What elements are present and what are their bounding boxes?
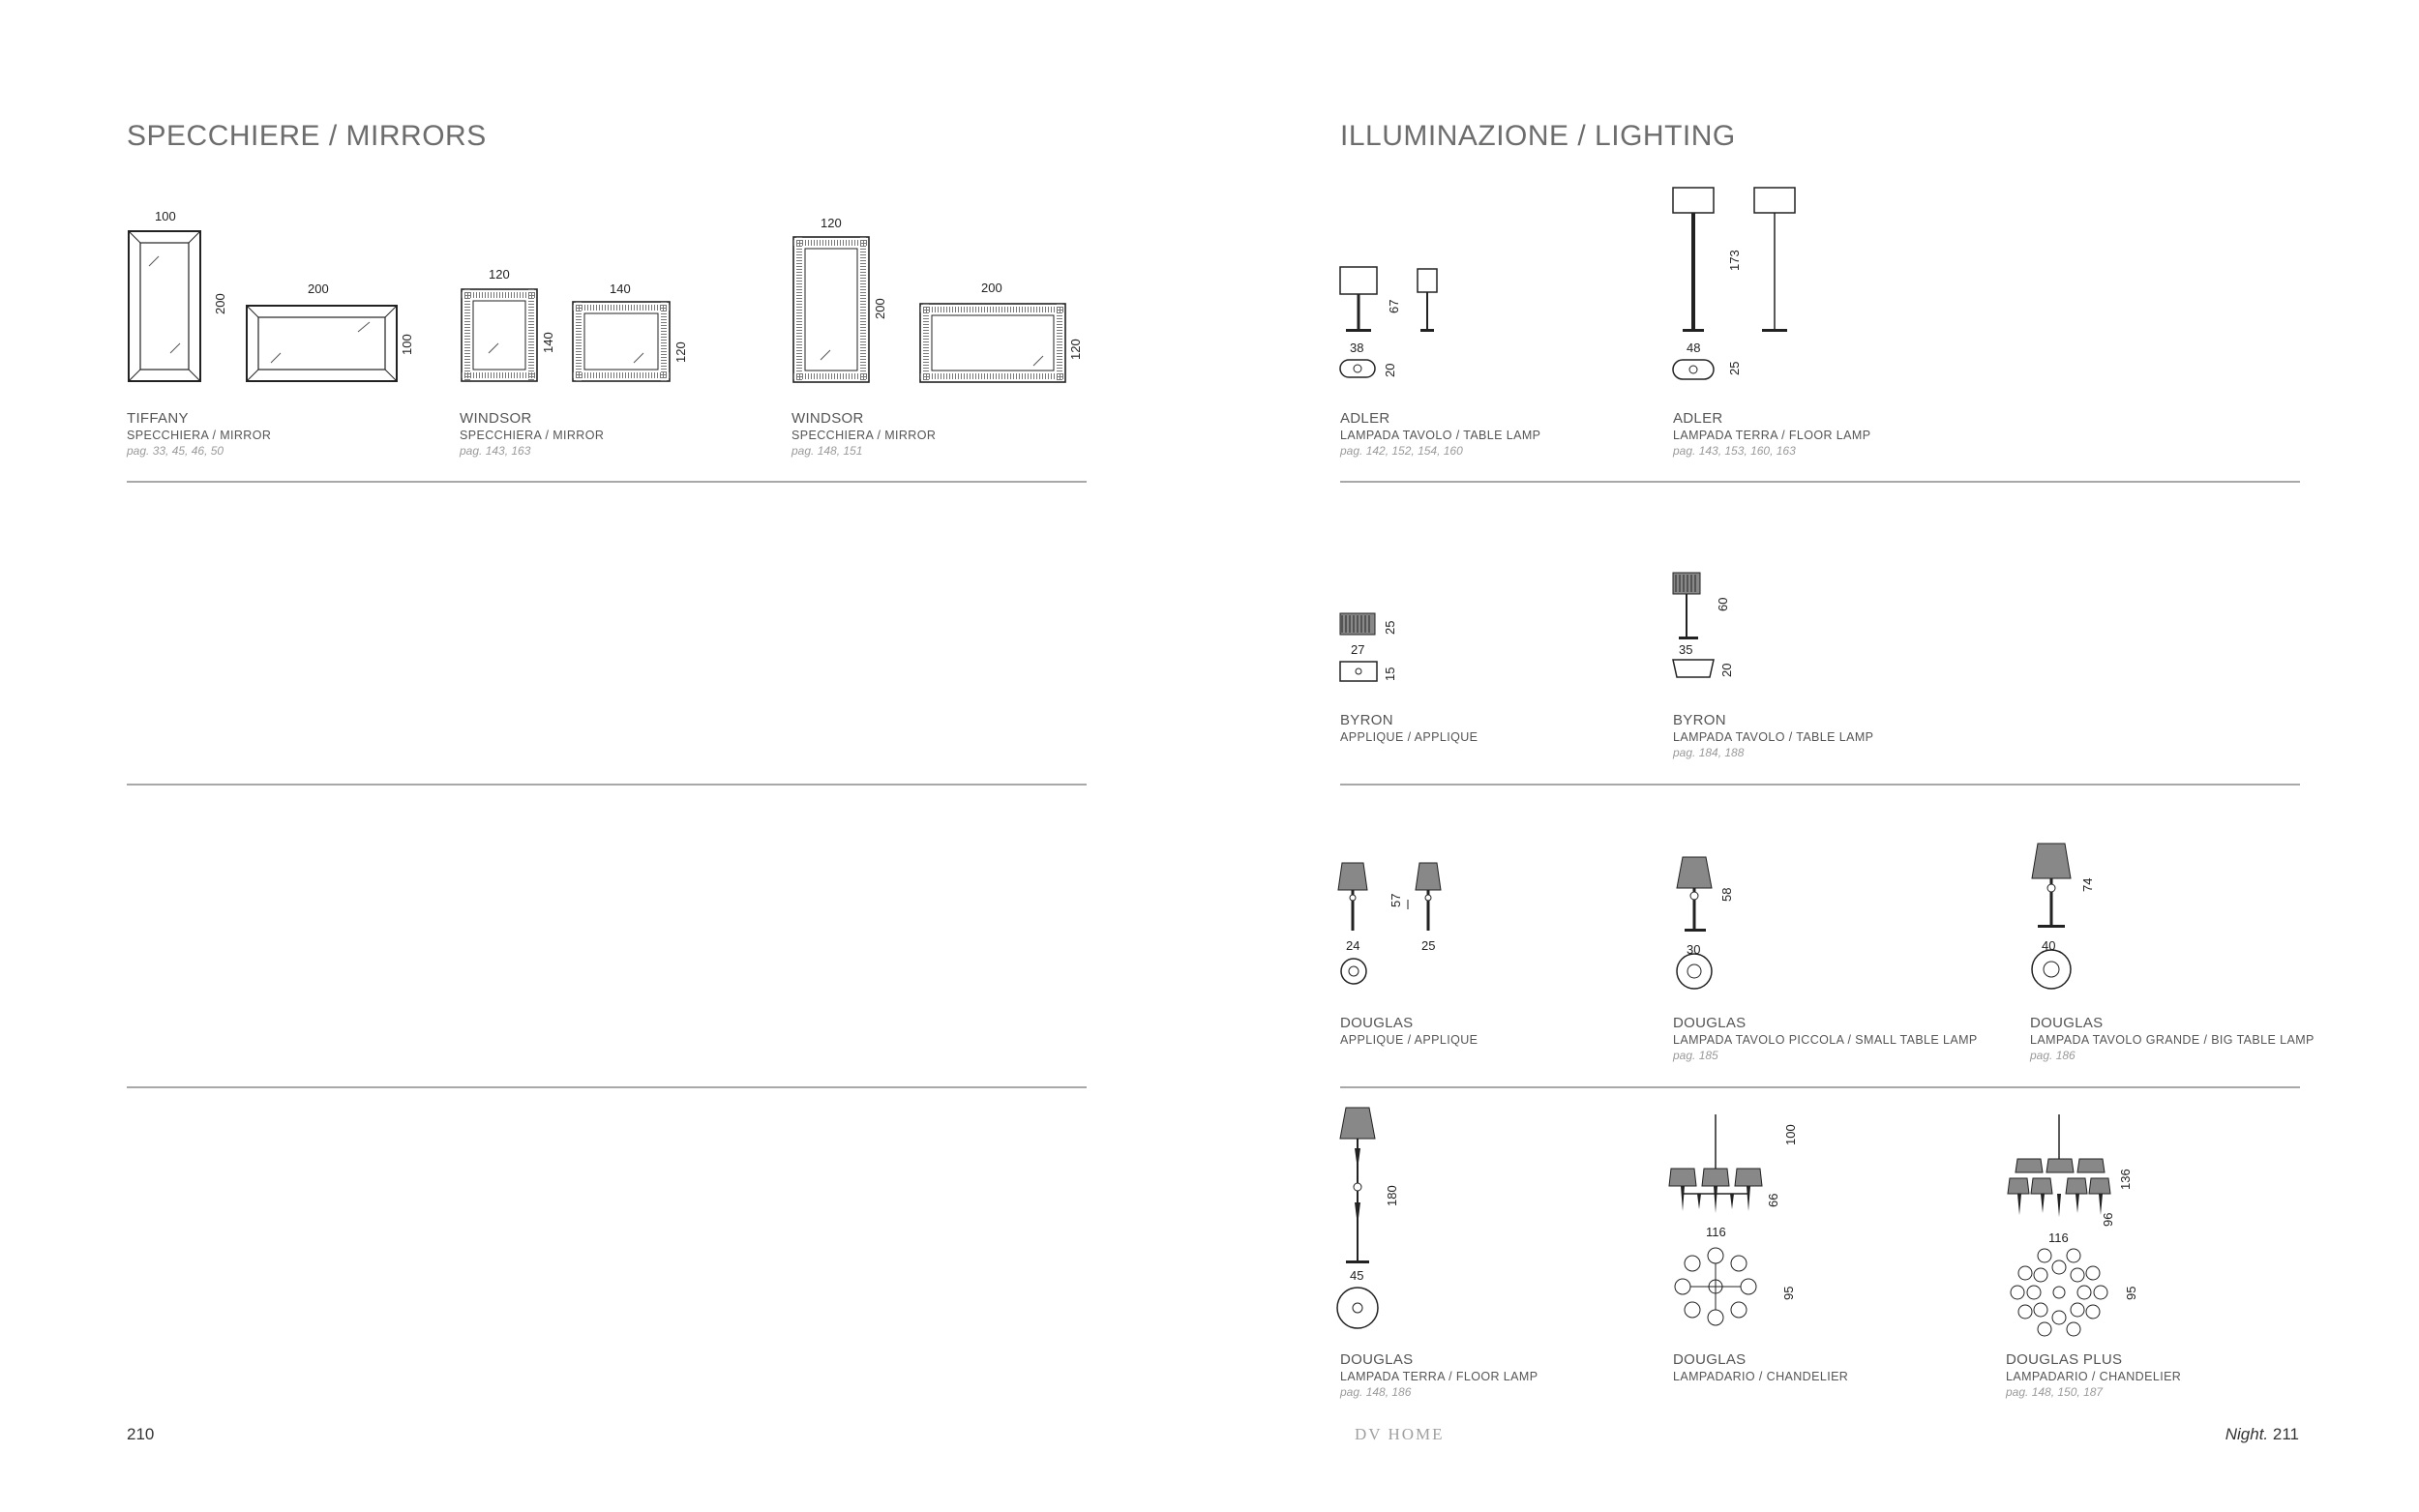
product-desc: LAMPADA TAVOLO / TABLE LAMP — [1673, 730, 1874, 745]
douglas-big-table-lamp-caption — [2030, 1015, 2314, 1062]
douglas-small-table-lamp-caption — [1673, 1015, 1978, 1062]
product-desc: APPLIQUE / APPLIQUE — [1340, 730, 1478, 745]
product-desc: LAMPADA TAVOLO PICCOLA / SMALL TABLE LAMP — [1673, 1033, 1978, 1048]
svg-text:136: 136 — [2118, 1169, 2133, 1190]
product-name: BYRON — [1673, 712, 1726, 728]
product-name: BYRON — [1340, 712, 1393, 728]
svg-text:67: 67 — [1387, 299, 1401, 313]
left-divider-1 — [127, 481, 1087, 483]
byron-table-lamp-drawing — [1671, 571, 1768, 682]
product-pages: pag. 143, 163 — [460, 443, 531, 458]
left-page-number: 210 — [127, 1425, 155, 1443]
byron-applique-drawing — [1338, 611, 1416, 689]
product-name: WINDSOR — [791, 410, 864, 427]
windsor-mirror-drawing-1 — [460, 266, 692, 382]
svg-text:48: 48 — [1687, 341, 1701, 355]
product-desc: LAMPADARIO / CHANDELIER — [2006, 1370, 2182, 1384]
product-pages: pag. 184, 188 — [1673, 745, 1745, 759]
product-pages: pag. 33, 45, 46, 50 — [127, 443, 224, 458]
byron-applique-caption — [1340, 712, 1478, 747]
product-desc: LAMPADARIO / CHANDELIER — [1673, 1370, 1849, 1384]
svg-text:15: 15 — [1383, 667, 1397, 681]
svg-text:57: 57 — [1389, 893, 1403, 907]
svg-text:120: 120 — [489, 267, 510, 282]
left-section-title: SPECCHIERE / MIRRORS — [127, 120, 487, 152]
product-desc: LAMPADA TERRA / FLOOR LAMP — [1673, 429, 1871, 443]
svg-text:96: 96 — [2101, 1212, 2115, 1227]
right-divider-2 — [1340, 784, 2300, 786]
product-name: DOUGLAS — [1340, 1351, 1414, 1368]
svg-text:20: 20 — [1383, 363, 1397, 377]
svg-text:120: 120 — [673, 341, 688, 363]
svg-text:180: 180 — [1385, 1185, 1399, 1206]
left-divider-2 — [127, 784, 1087, 786]
svg-text:38: 38 — [1350, 341, 1364, 355]
svg-text:200: 200 — [981, 281, 1002, 295]
product-desc: SPECCHIERA / MIRROR — [791, 429, 937, 443]
douglas-floor-lamp-caption — [1340, 1351, 1538, 1399]
product-desc: LAMPADA TAVOLO / TABLE LAMP — [1340, 429, 1541, 443]
svg-text:173: 173 — [1727, 250, 1742, 271]
svg-text:120: 120 — [821, 216, 842, 230]
product-pages: pag. 142, 152, 154, 160 — [1340, 443, 1463, 458]
tiffany-caption — [127, 410, 271, 458]
svg-text:100: 100 — [1783, 1124, 1798, 1145]
brand-logo: DV HOME — [1355, 1425, 1445, 1443]
svg-text:74: 74 — [2080, 877, 2095, 892]
douglas-applique-drawing — [1338, 861, 1464, 987]
adler-floor-lamp-drawing — [1671, 186, 1816, 384]
product-name: ADLER — [1673, 410, 1723, 427]
douglas-big-table-lamp-drawing — [2030, 842, 2107, 992]
left-divider-3 — [127, 1086, 1087, 1088]
svg-text:200: 200 — [873, 298, 887, 319]
svg-text:20: 20 — [1719, 663, 1734, 677]
svg-text:24: 24 — [1346, 938, 1360, 953]
svg-text:40: 40 — [2042, 938, 2056, 953]
svg-text:95: 95 — [2124, 1286, 2138, 1300]
svg-text:140: 140 — [610, 282, 631, 296]
product-name: DOUGLAS — [1340, 1015, 1414, 1031]
product-name: DOUGLAS — [1673, 1015, 1747, 1031]
page-number-prefix: Night. — [2225, 1425, 2269, 1443]
product-pages: pag. 148, 186 — [1340, 1384, 1412, 1399]
svg-text:120: 120 — [1068, 339, 1083, 360]
product-name: DOUGLAS — [2030, 1015, 2104, 1031]
product-name: WINDSOR — [460, 410, 532, 427]
svg-text:200: 200 — [308, 282, 329, 296]
douglas-small-table-lamp-drawing — [1677, 855, 1754, 991]
svg-text:95: 95 — [1781, 1286, 1796, 1300]
product-desc: SPECCHIERA / MIRROR — [127, 429, 272, 443]
svg-text:25: 25 — [1421, 938, 1436, 953]
douglas-applique-caption — [1340, 1015, 1478, 1050]
douglas-chandelier-drawing — [1667, 1112, 1803, 1330]
product-pages: pag. 185 — [1673, 1048, 1718, 1062]
right-divider-1 — [1340, 481, 2300, 483]
product-name: ADLER — [1340, 410, 1390, 427]
product-pages: pag. 186 — [2030, 1048, 2076, 1062]
svg-text:25: 25 — [1383, 620, 1397, 635]
douglas-chandelier-caption — [1673, 1351, 1848, 1386]
product-name: DOUGLAS PLUS — [2006, 1351, 2123, 1368]
windsor-caption-1 — [460, 410, 604, 458]
svg-text:60: 60 — [1716, 597, 1730, 611]
adler-table-lamp-caption — [1340, 410, 1540, 458]
svg-text:100: 100 — [400, 334, 414, 355]
svg-text:116: 116 — [2048, 1230, 2069, 1245]
svg-text:27: 27 — [1351, 642, 1365, 657]
svg-text:200: 200 — [213, 293, 227, 314]
byron-table-lamp-caption — [1673, 712, 1873, 759]
windsor-mirror-drawing-2 — [791, 215, 1082, 384]
windsor-caption-2 — [791, 410, 936, 458]
svg-text:25: 25 — [1727, 361, 1742, 375]
adler-floor-lamp-caption — [1673, 410, 1870, 458]
douglas-plus-chandelier-caption — [2006, 1351, 2181, 1399]
right-divider-3 — [1340, 1086, 2300, 1088]
svg-text:66: 66 — [1766, 1193, 1780, 1207]
product-pages: pag. 143, 153, 160, 163 — [1673, 443, 1796, 458]
svg-text:100: 100 — [155, 209, 176, 223]
svg-text:45: 45 — [1350, 1268, 1364, 1283]
svg-text:116: 116 — [1706, 1225, 1726, 1239]
product-pages: pag. 148, 150, 187 — [2006, 1384, 2104, 1399]
svg-text:58: 58 — [1719, 887, 1734, 902]
adler-table-lamp-drawing — [1338, 263, 1445, 384]
product-desc: LAMPADA TAVOLO GRANDE / BIG TABLE LAMP — [2030, 1033, 2314, 1048]
product-desc: LAMPADA TERRA / FLOOR LAMP — [1340, 1370, 1538, 1384]
douglas-plus-chandelier-drawing — [2006, 1112, 2151, 1330]
tiffany-mirror-drawing — [126, 208, 416, 382]
product-desc: APPLIQUE / APPLIQUE — [1340, 1033, 1478, 1048]
douglas-floor-lamp-drawing — [1338, 1106, 1416, 1333]
product-desc: SPECCHIERA / MIRROR — [460, 429, 605, 443]
svg-text:30: 30 — [1687, 942, 1701, 957]
product-pages: pag. 148, 151 — [791, 443, 863, 458]
product-name: TIFFANY — [127, 410, 189, 427]
page-number-value: 211 — [2272, 1425, 2299, 1443]
right-section-title: ILLUMINAZIONE / LIGHTING — [1340, 120, 1736, 152]
svg-text:140: 140 — [541, 332, 555, 353]
right-page-number — [2225, 1425, 2299, 1444]
product-name: DOUGLAS — [1673, 1351, 1747, 1368]
svg-text:35: 35 — [1679, 642, 1693, 657]
